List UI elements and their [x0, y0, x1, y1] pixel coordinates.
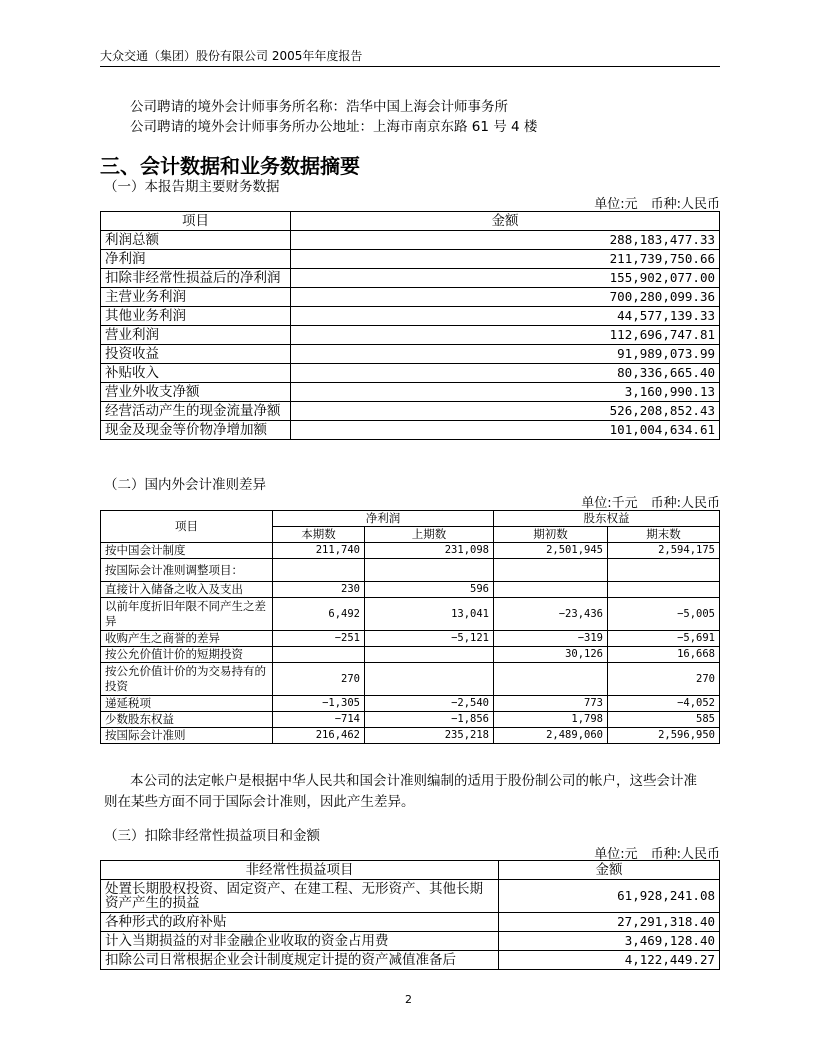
table-row: [101, 288, 720, 307]
row-label: 营业利润: [101, 326, 291, 345]
table-row: [101, 345, 720, 364]
row-label: 处置长期股权投资、固定资产、在建工程、无形资产、其他长期资产产生的损益: [101, 880, 499, 913]
section-title: 三、会计数据和业务数据摘要: [100, 154, 360, 178]
table-row: [101, 598, 720, 631]
cell-value: 30,126: [494, 647, 608, 663]
cell-value: 773: [494, 696, 608, 712]
cell-value: 2,596,950: [608, 728, 720, 744]
header-amount: 金额: [291, 212, 720, 231]
cell-value: [365, 663, 494, 696]
cell-value: 2,489,060: [494, 728, 608, 744]
cell-value: 80,336,665.40: [291, 364, 720, 383]
cell-value: 700,280,099.36: [291, 288, 720, 307]
cell-value: [365, 559, 494, 582]
cell-value: 231,098: [365, 543, 494, 559]
cell-value: 2,501,945: [494, 543, 608, 559]
cell-value: 13,041: [365, 598, 494, 631]
row-label: 以前年度折旧年限不同产生之差异: [101, 598, 273, 631]
row-label: 补贴收入: [101, 364, 291, 383]
cell-value: −1,856: [365, 712, 494, 728]
s3-unit: 单位:元 币种:人民币: [594, 847, 720, 862]
row-label: 按国际会计准则: [101, 728, 273, 744]
cell-value: 3,160,990.13: [291, 383, 720, 402]
table-row: [101, 421, 720, 440]
cell-value: −251: [273, 631, 365, 647]
table-row: [101, 913, 720, 932]
header-equity: 股东权益: [494, 511, 720, 527]
header-opening: 期初数: [494, 527, 608, 543]
row-label: 净利润: [101, 250, 291, 269]
cell-value: −714: [273, 712, 365, 728]
cell-value: 3,469,128.40: [499, 932, 720, 951]
table-row: [101, 712, 720, 728]
cell-value: −2,540: [365, 696, 494, 712]
row-label: 现金及现金等价物净增加额: [101, 421, 291, 440]
cell-value: 585: [608, 712, 720, 728]
note-line-2: 则在某些方面不同于国际会计准则，因此产生差异。: [104, 794, 415, 810]
row-label: 按公允价值计价的为交易持有的投资: [101, 663, 273, 696]
table-row: [101, 647, 720, 663]
row-label: 按国际会计准则调整项目：: [101, 559, 273, 582]
s2-title: （二）国内外会计准则差异: [104, 477, 266, 493]
table-row: [101, 250, 720, 269]
cell-value: 91,989,073.99: [291, 345, 720, 364]
cell-value: [273, 559, 365, 582]
header-net-profit: 净利润: [273, 511, 494, 527]
cell-value: [494, 582, 608, 598]
table-row: [101, 880, 720, 913]
header-current: 本期数: [273, 527, 365, 543]
cell-value: 112,696,747.81: [291, 326, 720, 345]
cell-value: −5,005: [608, 598, 720, 631]
note-line-1: 本公司的法定帐户是根据中华人民共和国会计准则编制的适用于股份制公司的帐户，这些会计准: [130, 773, 697, 789]
row-label: 主营业务利润: [101, 288, 291, 307]
header-item: 项目: [101, 212, 291, 231]
row-label: 扣除非经常性损益后的净利润: [101, 269, 291, 288]
main-financial-table: [100, 211, 720, 440]
row-label: 收购产生之商誉的差异: [101, 631, 273, 647]
auditor-address: 公司聘请的境外会计师事务所办公地址：上海市南京东路 61 号 4 楼: [130, 119, 538, 135]
row-label: 递延税项: [101, 696, 273, 712]
cell-value: 16,668: [608, 647, 720, 663]
table-row: [101, 402, 720, 421]
row-label: 营业外收支净额: [101, 383, 291, 402]
row-label: 投资收益: [101, 345, 291, 364]
table-row: [101, 663, 720, 696]
cell-value: 2,594,175: [608, 543, 720, 559]
row-label: 直接计入储备之收入及支出: [101, 582, 273, 598]
table-row: [101, 231, 720, 250]
table-row: [101, 269, 720, 288]
cell-value: −5,691: [608, 631, 720, 647]
table-row: [101, 364, 720, 383]
s3-title: （三）扣除非经常性损益项目和金额: [104, 828, 320, 844]
cell-value: −23,436: [494, 598, 608, 631]
cell-value: 155,902,077.00: [291, 269, 720, 288]
cell-value: 288,183,477.33: [291, 231, 720, 250]
table-row: [101, 307, 720, 326]
header-rule: [100, 66, 720, 67]
cell-value: −1,305: [273, 696, 365, 712]
cell-value: 216,462: [273, 728, 365, 744]
cell-value: 230: [273, 582, 365, 598]
table-row: [101, 951, 720, 970]
header-item: 非经常性损益项目: [101, 861, 499, 880]
running-header: 大众交通（集团）股份有限公司 2005年年度报告: [100, 49, 363, 63]
table-row: [101, 543, 720, 559]
header-amount: 金额: [499, 861, 720, 880]
cell-value: 61,928,241.08: [499, 880, 720, 913]
cell-value: [273, 647, 365, 663]
cell-value: 596: [365, 582, 494, 598]
cell-value: −319: [494, 631, 608, 647]
s1-unit: 单位:元 币种:人民币: [594, 197, 720, 212]
cell-value: 44,577,139.33: [291, 307, 720, 326]
cell-value: 1,798: [494, 712, 608, 728]
cell-value: 211,739,750.66: [291, 250, 720, 269]
row-label: 按公允价值计价的短期投资: [101, 647, 273, 663]
cell-value: [608, 582, 720, 598]
cell-value: 4,122,449.27: [499, 951, 720, 970]
row-label: 按中国会计制度: [101, 543, 273, 559]
cell-value: 211,740: [273, 543, 365, 559]
table-row: [101, 728, 720, 744]
table-row: [101, 582, 720, 598]
cell-value: [494, 559, 608, 582]
non-recurring-table: [100, 860, 720, 970]
s2-unit: 单位:千元 币种:人民币: [581, 496, 720, 511]
header-closing: 期末数: [608, 527, 720, 543]
row-label: 各种形式的政府补贴: [101, 913, 499, 932]
cell-value: 270: [273, 663, 365, 696]
s1-title: （一）本报告期主要财务数据: [104, 179, 280, 195]
cell-value: −4,052: [608, 696, 720, 712]
row-label: 计入当期损益的对非金融企业收取的资金占用费: [101, 932, 499, 951]
cell-value: 270: [608, 663, 720, 696]
cell-value: 101,004,634.61: [291, 421, 720, 440]
cell-value: −5,121: [365, 631, 494, 647]
row-label: 利润总额: [101, 231, 291, 250]
cell-value: 6,492: [273, 598, 365, 631]
cell-value: [608, 559, 720, 582]
header-previous: 上期数: [365, 527, 494, 543]
row-label: 其他业务利润: [101, 307, 291, 326]
cell-value: [494, 663, 608, 696]
header-item: 项目: [101, 511, 273, 543]
cell-value: 526,208,852.43: [291, 402, 720, 421]
table-row: [101, 696, 720, 712]
table-row: [101, 631, 720, 647]
cell-value: 27,291,318.40: [499, 913, 720, 932]
gaap-difference-table: [100, 510, 720, 744]
table-row: [101, 932, 720, 951]
row-label: 少数股东权益: [101, 712, 273, 728]
table-row: [101, 383, 720, 402]
row-label: 经营活动产生的现金流量净额: [101, 402, 291, 421]
table-row: [101, 559, 720, 582]
table-row: [101, 326, 720, 345]
page-number: 2: [405, 993, 412, 1006]
auditor-name: 公司聘请的境外会计师事务所名称：浩华中国上海会计师事务所: [130, 99, 508, 115]
cell-value: 235,218: [365, 728, 494, 744]
row-label: 扣除公司日常根据企业会计制度规定计提的资产减值准备后: [101, 951, 499, 970]
cell-value: [365, 647, 494, 663]
